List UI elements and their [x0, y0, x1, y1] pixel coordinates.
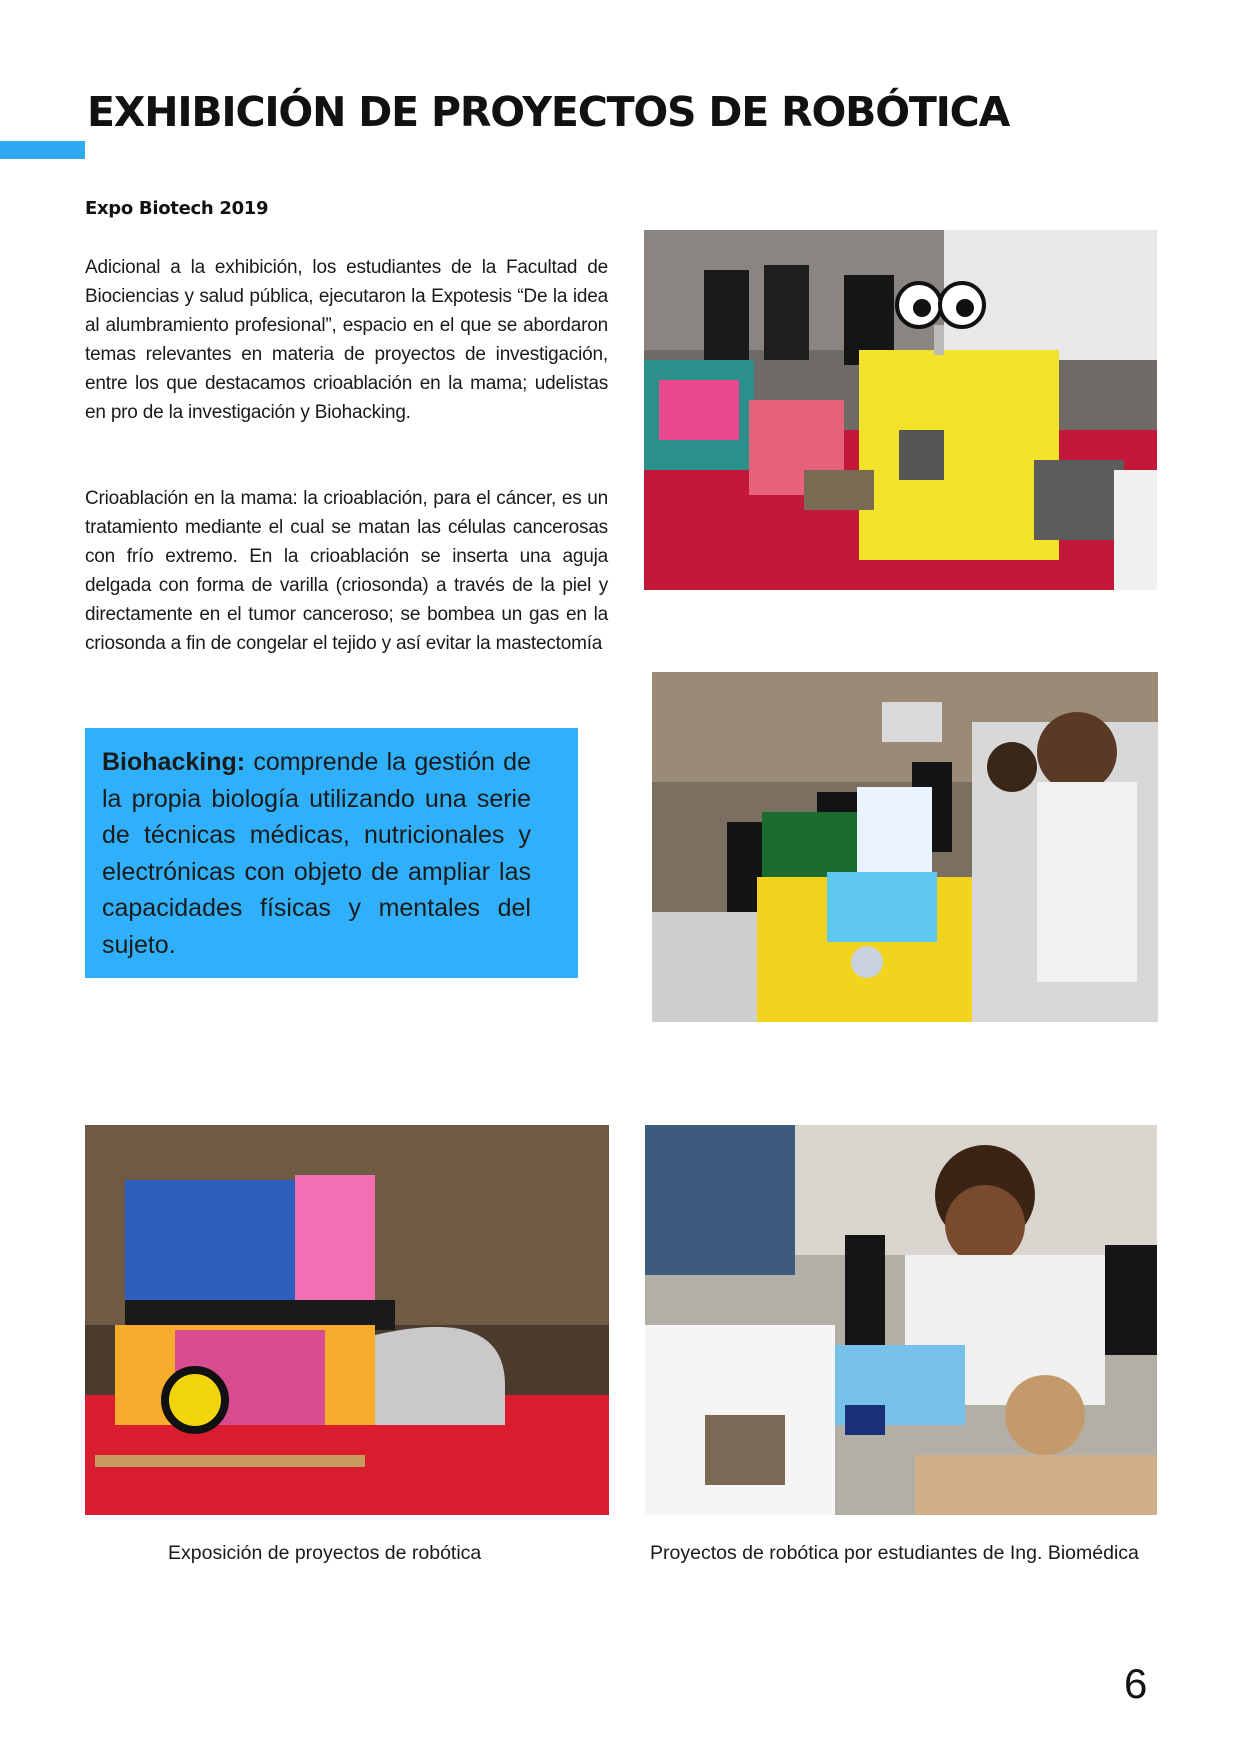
biohacking-callout — [85, 728, 578, 978]
photo-student-maze — [652, 672, 1158, 1022]
intro-paragraph: Adicional a la exhibición, los estudiantes de la Facultad de Biociencias y salud pública, ejecutaron la Expotesis “De la idea al alumbramiento profesional”, espacio en el que se abordaron temas relevantes en materia de proyectos de investigación, entre los que destacamos crioablación en la mama; udelistas en pro de la investigación y Biohacking. — [85, 257, 608, 423]
caption-left: Exposición de proyectos de robótica — [168, 1542, 482, 1564]
accent-bar — [0, 141, 85, 159]
caption-right: Proyectos de robótica por estudiantes de Ing. Biomédica — [650, 1542, 1139, 1564]
callout-text — [102, 744, 531, 963]
callout-term: Biohacking: — [102, 748, 246, 776]
photo-yellow-robot — [644, 230, 1157, 590]
photo-robot-car — [85, 1125, 609, 1515]
callout-definition: comprende la gestión de la propia biología utilizando una serie de técnicas médicas, nutricionales y electrónicas con objeto de ampliar las capacidades físicas y mentales del sujeto. — [102, 748, 531, 959]
page-number: 6 — [1124, 1660, 1148, 1707]
crioablation-paragraph: Crioablación en la mama: la crioablación, para el cáncer, es un tratamiento mediante el cual se matan las células cancerosas con frío extremo. En la crioablación se inserta una aguja delgada con forma de varilla (criosonda) a través de la piel y directamente en el tumor canceroso; se bombea un gas en la criosonda a fin de congelar el tejido y así evitar la mastectomía — [85, 488, 608, 654]
page-title: EXHIBICIÓN DE PROYECTOS DE ROBÓTICA — [87, 88, 1010, 136]
photo-student-assembly — [645, 1125, 1157, 1515]
section-subtitle: Expo Biotech 2019 — [85, 198, 269, 219]
